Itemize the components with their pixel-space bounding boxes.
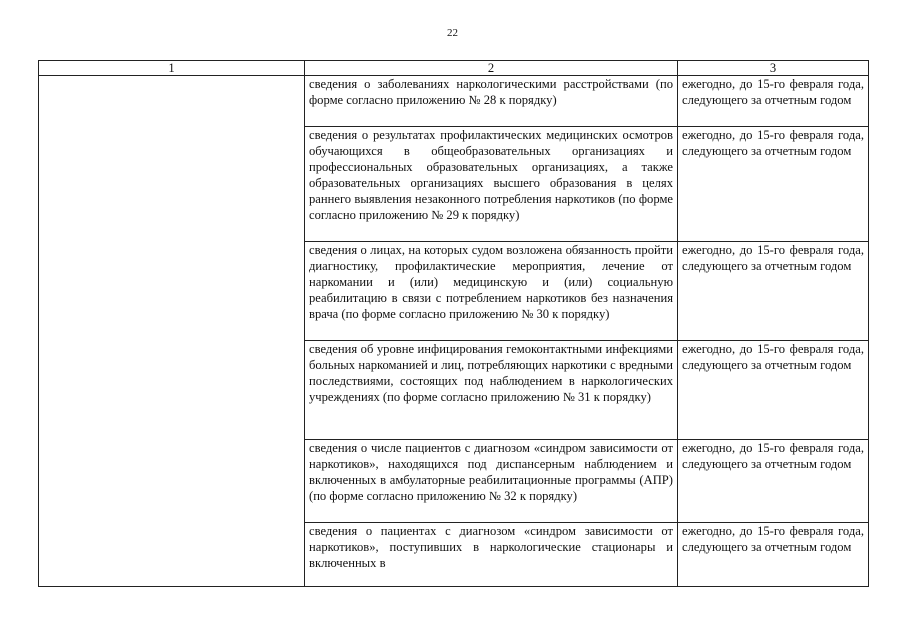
report-deadline: ежегодно, до 15-го февраля года, следующего за отчетным годом — [678, 127, 869, 242]
report-deadline: ежегодно, до 15-го февраля года, следующего за отчетным годом — [678, 341, 869, 440]
table-header-row — [39, 61, 869, 76]
column-header-2: 2 — [305, 61, 678, 76]
report-description: сведения о числе пациентов с диагнозом «синдром зависимости от наркотиков», находящихся под диспансерным наблюдением и включенных в амбулаторные реабилитационные программы (АПР) (по форме согласно приложению № 32 к порядку) — [305, 440, 678, 523]
table-row — [39, 76, 869, 127]
report-deadline: ежегодно, до 15-го февраля года, следующего за отчетным годом — [678, 76, 869, 127]
report-description: сведения о результатах профилактических медицинских осмотров обучающихся в общеобразовательных организациях и профессиональных образовательных организациях, а также образовательных организациях высшего образования в целях раннего выявления незаконного потребления наркотиков (по форме согласно приложению № 29 к порядку) — [305, 127, 678, 242]
column-header-3: 3 — [678, 61, 869, 76]
report-deadline: ежегодно, до 15-го февраля года, следующего за отчетным годом — [678, 242, 869, 341]
page-number: 22 — [447, 27, 458, 39]
column-1-cell — [39, 76, 305, 587]
report-description: сведения о заболеваниях наркологическими расстройствами (по форме согласно приложению № 28 к порядку) — [305, 76, 678, 127]
report-deadline: ежегодно, до 15-го февраля года, следующего за отчетным годом — [678, 523, 869, 587]
reporting-table — [38, 60, 869, 587]
report-deadline: ежегодно, до 15-го февраля года, следующего за отчетным годом — [678, 440, 869, 523]
report-description: сведения об уровне инфицирования гемоконтактными инфекциями больных наркоманией и лиц, потребляющих наркотики с вредными последствиями, состоящих под наблюдением в наркологических учреждениях (по форме согласно приложению № 31 к порядку) — [305, 341, 678, 440]
report-description: сведения о пациентах с диагнозом «синдром зависимости от наркотиков», поступивших в наркологические стационары и включенных в — [305, 523, 678, 587]
report-description: сведения о лицах, на которых судом возложена обязанность пройти диагностику, профилактические мероприятия, лечение от наркомании и (или) медицинскую и (или) социальную реабилитацию в связи с потреблением наркотиков без назначения врача (по форме согласно приложению № 30 к порядку) — [305, 242, 678, 341]
column-header-1: 1 — [39, 61, 305, 76]
